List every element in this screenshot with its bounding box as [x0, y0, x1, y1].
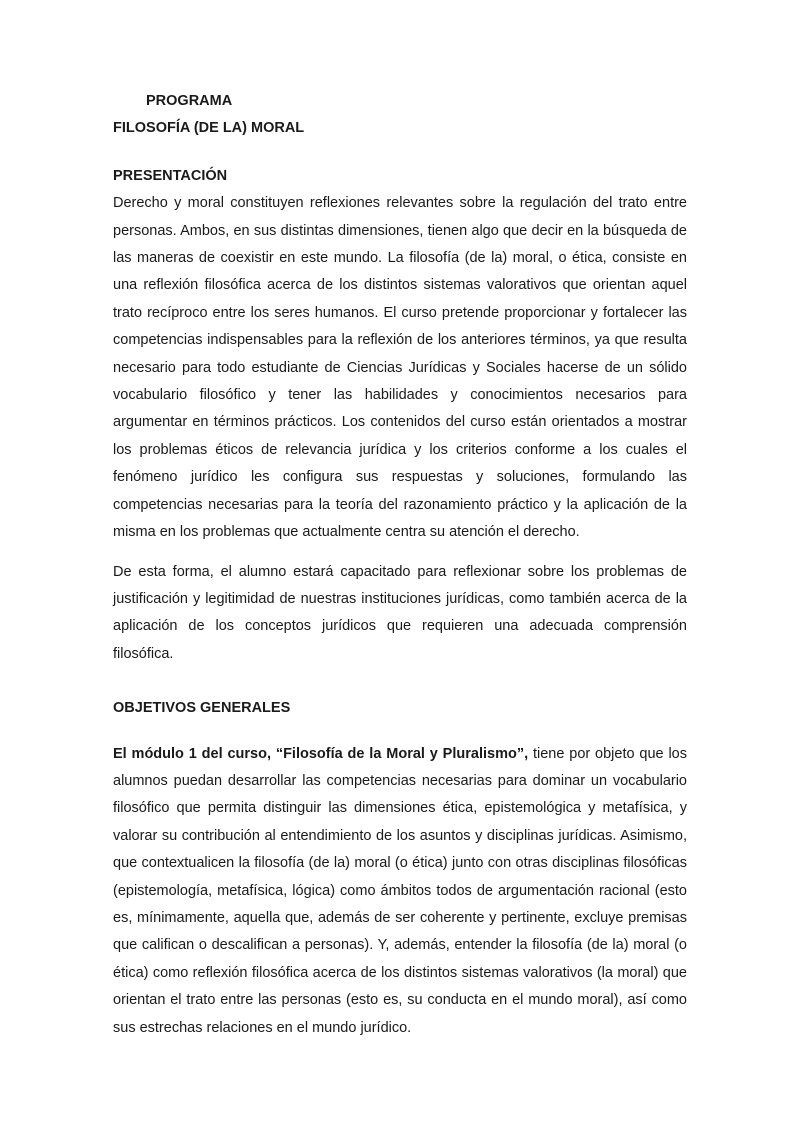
presentation-paragraph-1: Derecho y moral constituyen reflexiones relevantes sobre la regulación del trato entre personas. Ambos, en sus distintas dimensiones, tienen algo que decir en la búsqueda de las maneras de coexistir en este mundo. La filosofía (de la) moral, o ética, consiste en una reflexión filosófica acerca de los distintos sistemas valorativos que orientan aquel trato recíproco entre los seres humanos. El curso pretende proporcionar y fortalecer las competencias indispensables para la reflexión de los anteriores términos, ya que resulta necesario para todo estudiante de Ciencias Jurídicas y Sociales hacerse de un sólido vocabulario filosófico y tener las habilidades y conocimientos necesarios para argumentar en términos prácticos. Los contenidos del curso están orientados a mostrar los problemas éticos de relevancia jurídica y los criterios conforme a los cuales el fenómeno jurídico les configura sus respuestas y soluciones, formulando las competencias necesarias para la teoría del razonamiento práctico y la aplicación de la misma en los problemas que actualmente centra su atención el derecho.: [113, 195, 687, 541]
program-heading: PROGRAMA: [146, 93, 233, 109]
presentation-heading: PRESENTACIÓN: [113, 167, 228, 184]
objectives-module1-paragraph: [113, 741, 687, 1042]
objectives-heading: OBJETIVOS GENERALES: [113, 700, 291, 717]
course-title-heading: FILOSOFÍA (DE LA) MORAL: [113, 120, 305, 137]
module1-body-text: tiene por objeto que los alumnos puedan desarrollar las competencias necesarias para dominar un vocabulario filosófico que permita distinguir las dimensiones ética, epistemológica y metafísica, y valorar su contribución al entendimiento de los asuntos y disciplinas jurídicas. Asimismo, que contextualicen la filosofía (de la) moral (o ética) junto con otras disciplinas filosóficas (epistemología, metafísica, lógica) como ámbitos todos de argumentación racional (esto es, mínimamente, aquella que, además de ser coherente y pertinente, excluye premisas que califican o descalifican a personas). Y, además, entender la filosofía (de la) moral (o ética) como reflexión filosófica acerca de los distintos sistemas valorativos (la moral) que orientan el trato entre las personas (esto es, su conducta en el mundo moral), así como sus estrechas relaciones en el mundo jurídico.: [113, 745, 687, 1036]
module1-bold-lead: El módulo 1 del curso, “Filosofía de la Moral y Pluralismo”,: [113, 745, 529, 762]
presentation-paragraph-2: De esta forma, el alumno estará capacitado para reflexionar sobre los problemas de justificación y legitimidad de nuestras instituciones jurídicas, como también acerca de la aplicación de los conceptos jurídicos que requieren una adecuada comprensión filosófica.: [113, 563, 687, 662]
